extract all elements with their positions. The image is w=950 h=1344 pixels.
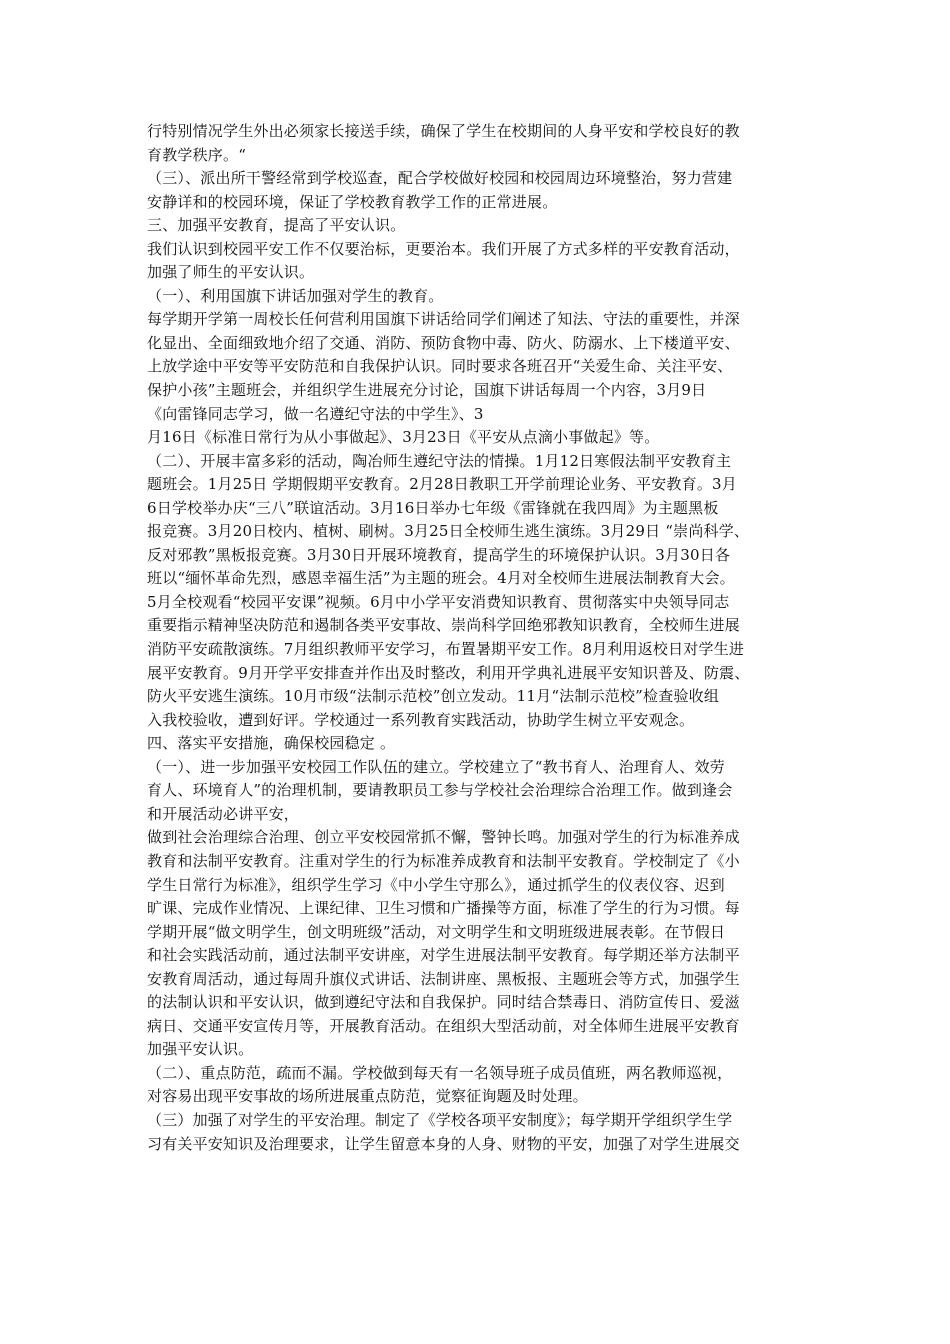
text-line: 6日学校举办庆“三八”联谊活动。3月16日举办七年级《雷锋就在我四周》为主题黑板 [147,498,719,517]
text-line: 和开展活动必讲平安， [147,804,300,823]
text-line: 加强平安认识。 [147,1040,254,1059]
text-line: 旷课、完成作业情况、上课纪律、卫生习惯和广播操等方面，标准了学生的行为习惯。每 [147,899,740,918]
text-line: 安静详和的校园环境，保证了学校教育教学工作的正常进展。 [147,192,558,211]
text-line: （二）、开展丰富多彩的活动，陶冶师生遵纪守法的情操。1月12日寒假法制平安教育主 [147,451,732,470]
text-line: 保护小孩”主题班会，并组织学生进展充分讨论，国旗下讲话每周一个内容，3月9日 [147,381,707,400]
text-line: 育人、环境育人”的治理机制，要请教职员工参与学校社会治理综合治理工作。做到逢会 [147,781,733,800]
text-line: 的法制认识和平安认识，做到遵纪守法和自我保护。同时结合禁毒日、消防宣传日、爱滋 [147,993,740,1012]
text-line: 防火平安逃生演练。10月市级“法制示范校”创立发动。11月“法制示范校”检查验收组 [147,687,720,706]
text-line: 我们认识到校园平安工作不仅要治标，更要治本。我们开展了方式多样的平安教育活动， [147,239,740,258]
text-line: （三）加强了对学生的平安治理。制定了《学校各项平安制度》；每学期开学组织学生学 [147,1110,733,1129]
section-heading: 三、加强平安教育，提高了平安认识。 [147,216,406,235]
text-line: （三）、派出所干警经常到学校巡查，配合学校做好校园和校园周边环境整治，努力营建 [147,169,733,188]
text-line: 消防平安疏散演练。7月组织教师平安学习，布置暑期平安工作。8月利用返校日对学生进 [147,640,745,659]
text-line: 病日、交通平安宣传月等，开展教育活动。在组织大型活动前，对全体师生进展平安教育 [147,1016,740,1035]
text-line: 5月全校观看“校园平安课”视频。6月中小学平安消费知识教育、贯彻落实中央领导同志 [147,592,730,611]
text-line: 化显出、全面细致地介绍了交通、消防、预防食物中毒、防火、防溺水、上下楼道平安、 [147,333,740,352]
text-line: 安教育周活动，通过每周升旗仪式讲话、法制讲座、黑板报、主题班会等方式，加强学生 [147,969,740,988]
text-line: 入我校验收，遭到好评。学校通过一系列教育实践活动，协助学生树立平安观念。 [147,710,695,729]
text-line: 上放学途中平安等平安防范和自我保护认识。同时要求各班召开“关爱生命、关注平安、 [147,357,733,376]
text-line: 重要指示精神坚决防范和遏制各类平安事故、崇尚科学回绝邪教知识教育，全校师生进展 [147,616,740,635]
text-line: 题班会。1月25日 学期假期平安教育。2月28日教职工开学前理论业务、平安教育。3月 [147,475,737,494]
text-line: 对容易出现平安事故的场所进展重点防范，觉察征询题及时处理。 [147,1087,588,1106]
text-line: 行特别情况学生外出必须家长接送手续，确保了学生在校期间的人身平安和学校良好的教 [147,122,740,140]
text-line: 反对邪教”黑板报竞赛。3月30日开展环境教育，提高学生的环境保护认识。3月30日各 [147,545,731,564]
text-line: 做到社会治理综合治理、创立平安校园常抓不懈，警钟长鸣。加强对学生的行为标准养成 [147,828,740,847]
section-heading: 四、落实平安措施，确保校园稳定 。 [147,734,396,753]
text-line: 《向雷锋同志学习，做一名遵纪守法的中学生》、3 [147,404,484,423]
subsection-heading: （一）、利用国旗下讲话加强对学生的教育。 [147,286,444,305]
text-line: （二）、重点防范，疏而不漏。学校做到每天有一名领导班子成员值班，两名教师巡视， [147,1063,733,1082]
text-line: 教育和法制平安教育。注重对学生的行为标准养成教育和法制平安教育。学校制定了《小 [147,851,740,870]
text-line: 习有关平安知识及治理要求，让学生留意本身的人身、财物的平安，加强了对学生进展交 [147,1134,740,1153]
text-line: 学期开展“做文明学生，创文明班级”活动，对文明学生和文明班级进展表彰。在节假日 [147,922,726,941]
text-line: 展平安教育。9月开学平安排查并作出及时整改，利用开学典礼进展平安知识普及、防震、 [147,663,750,682]
text-line: 每学期开学第一周校长任何营利用国旗下讲话给同学们阐述了知法、守法的重要性，并深 [147,310,740,329]
text-line: 和社会实践活动前，通过法制平安讲座，对学生进展法制平安教育。每学期还举方法制平 [147,946,740,965]
text-line: 月16日《标准日常行为从小事做起》、3月23日《平安从点滴小事做起》等。 [147,428,660,447]
text-line: 报竞赛。3月20日校内、植树、刷树。3月25日全校师生逃生演练。3月29日 “崇尚科学、 [147,522,750,541]
document-body [147,120,827,1156]
text-line: 育教学秩序。“ [147,145,247,164]
text-line: （一）、进一步加强平安校园工作队伍的建立。学校建立了“教书育人、治理育人、效劳 [147,757,725,776]
text-line: 学生日常行为标准》，组织学生学习《中小学生守那么》，通过抓学生的仪表仪容、迟到 [147,875,725,894]
text-line: 班以“缅怀革命先烈，感恩幸福生活”为主题的班会。4月对全校师生进展法制教育大会。 [147,569,735,588]
text-line: 加强了师生的平安认识。 [147,263,315,282]
